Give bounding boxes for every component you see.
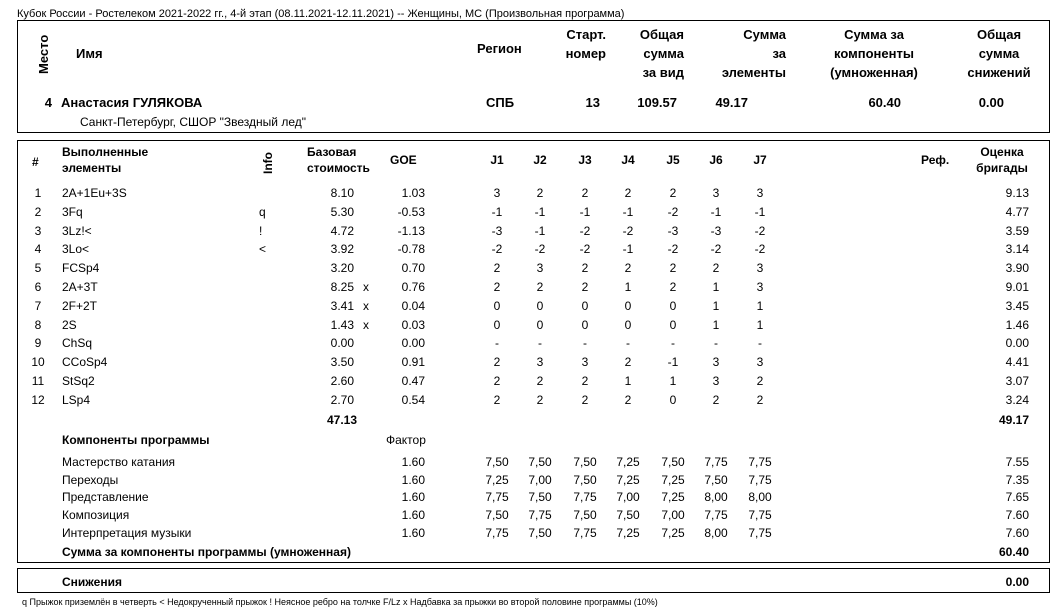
judge-score-6: 3 bbox=[712, 355, 720, 370]
judge-score-5: -2 bbox=[667, 242, 679, 257]
element-number: 8 bbox=[34, 317, 42, 332]
judge-score-3: 2 bbox=[581, 374, 589, 388]
element-base-value: 3.50 bbox=[330, 355, 354, 370]
element-panel-score: 0.00 bbox=[1005, 336, 1029, 351]
region-value: СПБ bbox=[486, 95, 515, 110]
judge-score-5: -2 bbox=[667, 204, 679, 219]
judge-score-5: 1 bbox=[669, 374, 677, 388]
base-header: Базовая стоимость bbox=[307, 145, 370, 175]
element-base-value: 3.92 bbox=[330, 242, 354, 257]
components-title: Компоненты программы bbox=[62, 433, 210, 447]
judge-score-7: -2 bbox=[754, 242, 766, 257]
judge-score-1: 2 bbox=[493, 261, 501, 276]
judge-score-7: 1 bbox=[756, 298, 764, 313]
element-number: 12 bbox=[31, 392, 45, 407]
element-info: q bbox=[259, 204, 266, 219]
component-judge-score-2: 7,75 bbox=[528, 508, 552, 523]
element-code: FCSp4 bbox=[62, 261, 100, 276]
deductions-total: 0.00 bbox=[1005, 575, 1029, 589]
component-judge-score-6: 8,00 bbox=[704, 490, 728, 505]
component-judge-score-7: 7,75 bbox=[748, 525, 772, 540]
element-panel-score: 3.90 bbox=[1005, 261, 1029, 276]
component-judge-score-1: 7,50 bbox=[485, 508, 509, 523]
element-code: 2F+2T bbox=[62, 298, 98, 313]
judge-score-6: -3 bbox=[710, 223, 722, 238]
element-code: ChSq bbox=[62, 336, 93, 351]
element-base-value: 2.60 bbox=[330, 374, 354, 388]
judge-score-1: 2 bbox=[493, 374, 501, 388]
judge-score-6: -1 bbox=[710, 204, 722, 219]
component-judge-score-3: 7,50 bbox=[573, 508, 597, 523]
element-panel-score: 4.77 bbox=[1005, 204, 1029, 219]
element-code: 2A+1Eu+3S bbox=[62, 186, 127, 200]
component-factor: 1.60 bbox=[401, 472, 425, 487]
judge-score-4: -1 bbox=[622, 204, 634, 219]
judge-score-4: -2 bbox=[622, 223, 634, 238]
component-judge-score-7: 7,75 bbox=[748, 508, 772, 523]
component-judge-score-4: 7,00 bbox=[616, 490, 640, 505]
components-total-label: Сумма за компоненты программы (умноженная) bbox=[62, 545, 351, 559]
judge-score-1: 2 bbox=[493, 280, 501, 294]
element-panel-score: 4.41 bbox=[1005, 355, 1029, 370]
judge-score-2: - bbox=[538, 336, 542, 351]
component-judge-score-1: 7,75 bbox=[485, 525, 509, 540]
component-judge-score-4: 7,25 bbox=[616, 472, 640, 487]
judge-score-5: - bbox=[671, 336, 675, 351]
element-panel-score: 3.59 bbox=[1005, 223, 1029, 238]
judge-score-3: -1 bbox=[579, 204, 591, 219]
component-judge-score-5: 7,50 bbox=[661, 455, 685, 469]
element-goe: 0.04 bbox=[401, 298, 425, 313]
element-goe: -0.78 bbox=[397, 242, 425, 257]
judge-score-2: 0 bbox=[536, 317, 544, 332]
judge-header-5: J5 bbox=[666, 153, 680, 167]
component-judge-score-2: 7,50 bbox=[528, 525, 552, 540]
judge-score-3: 2 bbox=[581, 186, 589, 200]
element-base-value: 8.10 bbox=[330, 186, 354, 200]
judge-score-2: -1 bbox=[534, 204, 546, 219]
factor-header: Фактор bbox=[386, 433, 426, 447]
element-goe: 0.76 bbox=[401, 280, 425, 294]
element-number: 9 bbox=[34, 336, 42, 351]
component-panel-score: 7.35 bbox=[1005, 472, 1029, 487]
element-goe: 0.91 bbox=[401, 355, 425, 370]
judge-score-7: 2 bbox=[756, 392, 764, 407]
judge-score-2: 3 bbox=[536, 261, 544, 276]
judge-score-4: 2 bbox=[624, 392, 632, 407]
components-total-value: 60.40 bbox=[998, 545, 1029, 559]
deductions-header: Общая сумма снижений bbox=[967, 27, 1031, 80]
element-bonus-mark: x bbox=[363, 317, 369, 332]
judge-score-4: 0 bbox=[624, 298, 632, 313]
judge-score-5: 2 bbox=[669, 280, 677, 294]
component-panel-score: 7.65 bbox=[1005, 490, 1029, 505]
judge-header-6: J6 bbox=[709, 153, 723, 167]
element-goe: 0.70 bbox=[401, 261, 425, 276]
component-judge-score-2: 7,50 bbox=[528, 455, 552, 469]
judge-score-2: 2 bbox=[536, 392, 544, 407]
judge-score-6: 2 bbox=[712, 261, 720, 276]
tes-value: 49.17 bbox=[715, 95, 748, 110]
judge-score-6: 1 bbox=[712, 298, 720, 313]
judge-score-7: 3 bbox=[756, 280, 764, 294]
component-judge-score-4: 7,50 bbox=[616, 508, 640, 523]
element-info: < bbox=[259, 242, 267, 257]
component-judge-score-2: 7,00 bbox=[528, 472, 552, 487]
judge-score-1: 2 bbox=[493, 355, 501, 370]
start-no-header: Старт. номер bbox=[565, 27, 606, 61]
start-no-value: 13 bbox=[585, 95, 600, 110]
pcs-value: 60.40 bbox=[868, 95, 901, 110]
judge-score-5: -1 bbox=[667, 355, 679, 370]
element-code: 3Lz!< bbox=[62, 223, 92, 238]
judge-score-1: -1 bbox=[491, 204, 503, 219]
judge-score-3: - bbox=[583, 336, 587, 351]
component-judge-score-3: 7,75 bbox=[573, 525, 597, 540]
judge-score-3: 3 bbox=[581, 355, 589, 370]
judge-score-6: 3 bbox=[712, 186, 720, 200]
judge-score-4: - bbox=[626, 336, 630, 351]
element-goe: 0.54 bbox=[401, 392, 425, 407]
judge-score-6: -2 bbox=[710, 242, 722, 257]
element-bonus-mark: x bbox=[363, 298, 369, 313]
judge-header-2: J2 bbox=[533, 153, 547, 167]
place-header: Место bbox=[36, 34, 51, 74]
judge-score-4: 2 bbox=[624, 261, 632, 276]
component-judge-score-6: 7,75 bbox=[704, 455, 728, 469]
name-header: Имя bbox=[76, 46, 103, 61]
judge-header-4: J4 bbox=[621, 153, 635, 167]
judge-score-5: 0 bbox=[669, 298, 677, 313]
ref-header: Реф. bbox=[921, 153, 950, 167]
total-score-value: 109.57 bbox=[637, 95, 677, 110]
judge-score-7: - bbox=[758, 336, 762, 351]
judge-score-4: -1 bbox=[622, 242, 634, 257]
element-number: 11 bbox=[31, 374, 45, 388]
num-header: # bbox=[32, 155, 39, 169]
goe-header: GOE bbox=[390, 153, 417, 167]
element-base-value: 3.41 bbox=[330, 298, 354, 313]
judge-score-6: - bbox=[714, 336, 718, 351]
element-code: LSp4 bbox=[62, 392, 91, 407]
judge-score-3: 2 bbox=[581, 280, 589, 294]
element-goe: 0.00 bbox=[401, 336, 425, 351]
component-judge-score-2: 7,50 bbox=[528, 490, 552, 505]
component-judge-score-6: 7,75 bbox=[704, 508, 728, 523]
element-goe: 0.03 bbox=[401, 317, 425, 332]
judge-score-4: 2 bbox=[624, 186, 632, 200]
deductions-label: Снижения bbox=[62, 575, 122, 589]
element-number: 2 bbox=[34, 204, 42, 219]
element-goe: -0.53 bbox=[397, 204, 425, 219]
score-total: 49.17 bbox=[998, 413, 1029, 427]
judge-score-2: 2 bbox=[536, 374, 544, 388]
element-bonus-mark: x bbox=[363, 280, 369, 294]
component-panel-score: 7.60 bbox=[1005, 508, 1029, 523]
judge-score-1: -3 bbox=[491, 223, 503, 238]
judge-score-2: 3 bbox=[536, 355, 544, 370]
component-judge-score-5: 7,00 bbox=[661, 508, 685, 523]
judge-score-6: 1 bbox=[712, 317, 720, 332]
element-panel-score: 3.45 bbox=[1005, 298, 1029, 313]
judge-score-5: -3 bbox=[667, 223, 679, 238]
element-panel-score: 9.13 bbox=[1005, 186, 1029, 200]
judge-score-4: 0 bbox=[624, 317, 632, 332]
element-base-value: 8.25 bbox=[330, 280, 354, 294]
panel-header: Оценка бригады bbox=[976, 145, 1028, 175]
footnote: q Прыжок приземлён в четверть < Недокрученный прыжок ! Неясное ребро на толчке F/Lz x Надбавка за прыжки во второй половине программы (10%) bbox=[22, 597, 658, 607]
judge-score-7: 3 bbox=[756, 186, 764, 200]
component-name: Мастерство катания bbox=[62, 455, 176, 469]
total-score-header: Общая сумма за вид bbox=[639, 27, 684, 80]
element-code: 2A+3T bbox=[62, 280, 98, 294]
judge-score-6: 1 bbox=[712, 280, 720, 294]
info-header: Info bbox=[261, 152, 275, 174]
judge-score-2: -2 bbox=[534, 242, 546, 257]
deductions-box bbox=[17, 568, 1050, 593]
component-judge-score-5: 7,25 bbox=[661, 525, 685, 540]
judge-score-7: -1 bbox=[754, 204, 766, 219]
component-name: Переходы bbox=[62, 472, 119, 487]
element-number: 10 bbox=[31, 355, 45, 370]
element-base-value: 2.70 bbox=[330, 392, 354, 407]
element-number: 1 bbox=[34, 186, 42, 200]
element-panel-score: 3.07 bbox=[1005, 374, 1029, 388]
skater-club: Санкт-Петербург, СШОР "Звездный лед" bbox=[80, 115, 307, 129]
component-judge-score-3: 7,50 bbox=[573, 472, 597, 487]
pcs-header: Сумма за компоненты (умноженная) bbox=[830, 27, 918, 80]
element-number: 4 bbox=[34, 242, 42, 257]
element-panel-score: 3.24 bbox=[1005, 392, 1029, 407]
judge-score-5: 0 bbox=[669, 317, 677, 332]
element-goe: -1.13 bbox=[397, 223, 425, 238]
judge-score-6: 2 bbox=[712, 392, 720, 407]
judge-score-2: 2 bbox=[536, 186, 544, 200]
judge-score-1: 0 bbox=[493, 298, 501, 313]
element-panel-score: 9.01 bbox=[1005, 280, 1029, 294]
judge-score-1: 0 bbox=[493, 317, 501, 332]
event-title: Кубок России - Ростелеком 2021-2022 гг., 4-й этап (08.11.2021-12.11.2021) -- Женщины, МС (Произвольная программа) bbox=[17, 8, 625, 20]
element-number: 6 bbox=[34, 280, 42, 294]
judge-score-1: 2 bbox=[493, 392, 501, 407]
judge-score-5: 2 bbox=[669, 261, 677, 276]
component-name: Композиция bbox=[62, 508, 130, 523]
judge-score-7: 2 bbox=[756, 374, 764, 388]
judge-score-3: -2 bbox=[579, 242, 591, 257]
component-judge-score-1: 7,50 bbox=[485, 455, 509, 469]
element-code: 3Fq bbox=[62, 204, 83, 219]
component-judge-score-4: 7,25 bbox=[616, 455, 640, 469]
judge-score-3: 0 bbox=[581, 317, 589, 332]
element-info: ! bbox=[259, 223, 263, 238]
base-total: 47.13 bbox=[326, 413, 357, 427]
judge-score-6: 3 bbox=[712, 374, 720, 388]
element-base-value: 3.20 bbox=[330, 261, 354, 276]
component-factor: 1.60 bbox=[401, 508, 425, 523]
component-judge-score-6: 7,50 bbox=[704, 472, 728, 487]
component-judge-score-1: 7,75 bbox=[485, 490, 509, 505]
judge-score-3: 2 bbox=[581, 261, 589, 276]
component-judge-score-6: 8,00 bbox=[704, 525, 728, 540]
component-judge-score-1: 7,25 bbox=[485, 472, 509, 487]
element-base-value: 0.00 bbox=[330, 336, 354, 351]
judge-score-7: -2 bbox=[754, 223, 766, 238]
judge-score-3: 0 bbox=[581, 298, 589, 313]
element-panel-score: 1.46 bbox=[1005, 317, 1029, 332]
judge-score-5: 2 bbox=[669, 186, 677, 200]
element-code: 2S bbox=[62, 317, 77, 332]
element-header: Выполненные элементы bbox=[62, 145, 149, 175]
judge-score-5: 0 bbox=[669, 392, 677, 407]
judge-score-1: -2 bbox=[491, 242, 503, 257]
place-value: 4 bbox=[44, 95, 52, 110]
component-judge-score-7: 7,75 bbox=[748, 472, 772, 487]
region-header: Регион bbox=[477, 41, 522, 56]
element-code: 3Lo< bbox=[62, 242, 90, 257]
judge-score-7: 3 bbox=[756, 355, 764, 370]
judge-header-7: J7 bbox=[753, 153, 767, 167]
element-base-value: 5.30 bbox=[330, 204, 354, 219]
judge-score-1: 3 bbox=[493, 186, 501, 200]
component-judge-score-4: 7,25 bbox=[616, 525, 640, 540]
element-base-value: 4.72 bbox=[330, 223, 354, 238]
element-goe: 1.03 bbox=[401, 186, 425, 200]
element-number: 5 bbox=[34, 261, 42, 276]
skater-name: Анастасия ГУЛЯКОВА bbox=[61, 95, 203, 110]
component-name: Представление bbox=[62, 490, 149, 505]
element-code: StSq2 bbox=[62, 374, 95, 388]
element-code: CCoSp4 bbox=[62, 355, 108, 370]
component-judge-score-3: 7,50 bbox=[573, 455, 597, 469]
judge-score-2: 2 bbox=[536, 280, 544, 294]
deductions-value: 0.00 bbox=[978, 95, 1004, 110]
component-judge-score-7: 7,75 bbox=[748, 455, 772, 469]
component-factor: 1.60 bbox=[401, 490, 425, 505]
tes-header: Сумма за элементы bbox=[721, 27, 786, 80]
judge-score-7: 1 bbox=[756, 317, 764, 332]
element-goe: 0.47 bbox=[401, 374, 425, 388]
component-panel-score: 7.60 bbox=[1005, 525, 1029, 540]
judge-score-4: 2 bbox=[624, 355, 632, 370]
judge-score-4: 1 bbox=[624, 374, 632, 388]
judge-score-2: 0 bbox=[536, 298, 544, 313]
judge-score-3: -2 bbox=[579, 223, 591, 238]
element-panel-score: 3.14 bbox=[1005, 242, 1029, 257]
component-judge-score-5: 7,25 bbox=[661, 472, 685, 487]
judge-header-3: J3 bbox=[578, 153, 592, 167]
element-number: 7 bbox=[34, 298, 42, 313]
component-judge-score-7: 8,00 bbox=[748, 490, 772, 505]
judge-score-7: 3 bbox=[756, 261, 764, 276]
component-panel-score: 7.55 bbox=[1005, 455, 1029, 469]
component-name: Интерпретация музыки bbox=[62, 525, 192, 540]
judge-score-3: 2 bbox=[581, 392, 589, 407]
component-factor: 1.60 bbox=[401, 525, 425, 540]
judge-score-2: -1 bbox=[534, 223, 546, 238]
judge-score-1: - bbox=[495, 336, 499, 351]
element-number: 3 bbox=[34, 223, 42, 238]
judge-score-4: 1 bbox=[624, 280, 632, 294]
component-judge-score-5: 7,25 bbox=[661, 490, 685, 505]
element-base-value: 1.43 bbox=[330, 317, 354, 332]
component-factor: 1.60 bbox=[401, 455, 425, 469]
component-judge-score-3: 7,75 bbox=[573, 490, 597, 505]
judge-header-1: J1 bbox=[490, 153, 504, 167]
